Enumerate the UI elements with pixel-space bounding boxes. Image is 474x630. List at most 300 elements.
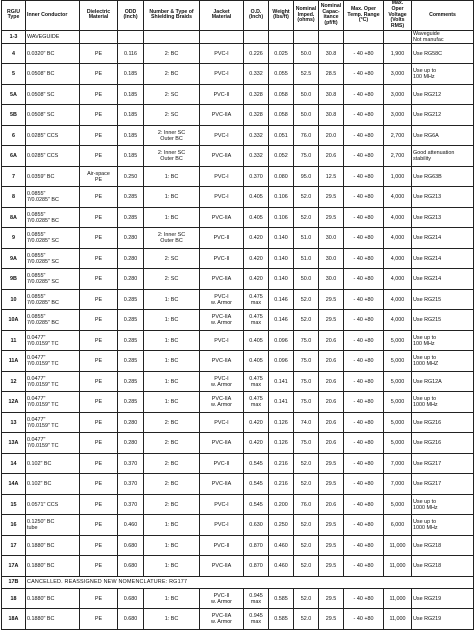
table-cell: PVC-I: [200, 187, 244, 208]
column-header: Comments: [412, 1, 474, 31]
table-cell: 5,000: [384, 351, 412, 372]
type-cell: 5: [2, 64, 26, 85]
table-cell: PE: [80, 433, 118, 454]
table-cell: - 40 +80: [344, 43, 384, 64]
table-cell: PE: [80, 474, 118, 495]
table-cell: 0.0477" 7/0.0159" TC: [26, 351, 80, 372]
table-cell: 52.0: [294, 515, 319, 536]
table-cell: 0.460: [118, 515, 144, 536]
table-cell: 52.0: [294, 289, 319, 310]
table-cell: 0.226: [244, 43, 269, 64]
table-cell: 0.545: [244, 453, 269, 474]
table-cell: 5,000: [384, 330, 412, 351]
table-cell: 2: BC: [144, 474, 200, 495]
table-cell: - 40 +80: [344, 207, 384, 228]
table-cell: 0.096: [269, 330, 294, 351]
table-cell: PE: [80, 125, 118, 146]
table-cell: Use RG219: [412, 609, 474, 630]
type-cell: 16: [2, 515, 26, 536]
table-cell: - 40 +80: [344, 556, 384, 577]
column-header: Nominal Capac- itance (pf/ft): [319, 1, 344, 31]
table-cell: 0.058: [269, 105, 294, 126]
table-cell: - 40 +80: [344, 588, 384, 609]
table-cell: - 40 +80: [344, 248, 384, 269]
table-cell: Use RG218: [412, 535, 474, 556]
table-cell: 0.285: [118, 330, 144, 351]
table-cell: 4,000: [384, 248, 412, 269]
table-cell: 0.328: [244, 105, 269, 126]
table-cell: 0.185: [118, 125, 144, 146]
table-cell: 0.420: [244, 433, 269, 454]
table-row: [2, 588, 474, 609]
table-cell: PE: [80, 371, 118, 392]
table-cell: PVC-I w. Armor: [200, 371, 244, 392]
table-cell: - 40 +80: [344, 105, 384, 126]
table-cell: PE: [80, 43, 118, 64]
table-cell: 0.0508" SC: [26, 105, 80, 126]
table-cell: Use RG216: [412, 412, 474, 433]
table-cell: PE: [80, 453, 118, 474]
table-cell: PVC-IIA: [200, 146, 244, 167]
table-cell: 1: BC: [144, 351, 200, 372]
table-cell: 30.8: [319, 43, 344, 64]
type-cell: 9: [2, 228, 26, 249]
table-cell: 1,000: [384, 166, 412, 187]
table-cell: 52.5: [294, 64, 319, 85]
table-cell: PVC-IIA: [200, 474, 244, 495]
table-cell: 3,000: [384, 105, 412, 126]
table-cell: 30.0: [319, 269, 344, 290]
table-cell: 0.405: [244, 187, 269, 208]
table-cell: 74.0: [294, 412, 319, 433]
table-row: [2, 515, 474, 536]
table-cell: PVC-IIA: [200, 207, 244, 228]
table-cell: 0.870: [244, 556, 269, 577]
table-cell: 2: Inner SC Outer BC: [144, 228, 200, 249]
table-cell: 5,000: [384, 412, 412, 433]
table-cell: 2: SC: [144, 269, 200, 290]
table-cell: 0.126: [269, 433, 294, 454]
table-cell: 0.250: [118, 166, 144, 187]
table-cell: - 40 +80: [344, 433, 384, 454]
table-cell: - 40 +80: [344, 412, 384, 433]
table-cell: 0.0359" BC: [26, 166, 80, 187]
table-cell: - 40 +80: [344, 494, 384, 515]
table-cell: Use RG213: [412, 207, 474, 228]
table-cell: 2: Inner SC Outer BC: [144, 125, 200, 146]
table-cell: 0.328: [244, 84, 269, 105]
table-cell: 0.0855" 7/0.0285" SC: [26, 228, 80, 249]
table-cell: [200, 30, 244, 43]
column-header: RG/U Type: [2, 1, 26, 31]
table-row: [2, 494, 474, 515]
table-row: [2, 310, 474, 331]
table-cell: PE: [80, 289, 118, 310]
table-cell: 0.285: [118, 289, 144, 310]
table-cell: 0.370: [118, 474, 144, 495]
table-cell: 0.055: [269, 64, 294, 85]
table-cell: 4,000: [384, 207, 412, 228]
table-cell: Use RG212: [412, 105, 474, 126]
type-cell: 6: [2, 125, 26, 146]
table-cell: 0.106: [269, 207, 294, 228]
table-cell: - 40 +80: [344, 310, 384, 331]
table-cell: 1: BC: [144, 310, 200, 331]
table-cell: 0.332: [244, 125, 269, 146]
table-cell: PVC-II w. Armor: [200, 588, 244, 609]
table-cell: 76.0: [294, 125, 319, 146]
table-cell: Use RG214: [412, 248, 474, 269]
table-cell: 50.0: [294, 43, 319, 64]
type-cell: 18A: [2, 609, 26, 630]
table-cell: 11,000: [384, 556, 412, 577]
table-row: [2, 30, 474, 43]
table-cell: 0.285: [118, 371, 144, 392]
type-cell: 11A: [2, 351, 26, 372]
table-cell: 0.0477" 7/0.0159" TC: [26, 412, 80, 433]
table-cell: Use up to 1000 MHz: [412, 515, 474, 536]
table-cell: 0.405: [244, 207, 269, 228]
table-cell: PVC-I: [200, 330, 244, 351]
type-cell: 12: [2, 371, 26, 392]
table-cell: - 40 +80: [344, 351, 384, 372]
table-body: [2, 30, 474, 629]
table-row: [2, 64, 474, 85]
column-header: Max. Oper Voltage (Volts RMS): [384, 1, 412, 31]
table-cell: 29.5: [319, 535, 344, 556]
table-cell: 0.0320" BC: [26, 43, 80, 64]
table-cell: Use RG219: [412, 588, 474, 609]
table-cell: 30.0: [319, 228, 344, 249]
type-cell: 15: [2, 494, 26, 515]
table-cell: PE: [80, 494, 118, 515]
table-cell: 0.216: [269, 453, 294, 474]
table-cell: 0.1880" BC: [26, 609, 80, 630]
table-cell: 0.332: [244, 64, 269, 85]
type-cell: 8: [2, 187, 26, 208]
table-cell: 0.475 max: [244, 392, 269, 413]
table-cell: [319, 30, 344, 43]
table-cell: 0.870: [244, 535, 269, 556]
cable-spec-table: [1, 0, 474, 630]
table-cell: Use up to 1000 MHz: [412, 392, 474, 413]
table-cell: 29.5: [319, 207, 344, 228]
table-cell: 0.0285" CCS: [26, 146, 80, 167]
table-cell: PE: [80, 609, 118, 630]
table-cell: 52.0: [294, 588, 319, 609]
table-cell: PVC-IIA: [200, 351, 244, 372]
table-cell: Use up to 1000 MHZ: [412, 351, 474, 372]
type-cell: 13: [2, 412, 26, 433]
table-cell: PVC-II: [200, 453, 244, 474]
table-row: [2, 433, 474, 454]
table-cell: 0.370: [118, 453, 144, 474]
table-cell: 0.185: [118, 105, 144, 126]
table-cell: 1: BC: [144, 515, 200, 536]
table-cell: PVC-I: [200, 494, 244, 515]
table-cell: 12.5: [319, 166, 344, 187]
table-cell: 0.420: [244, 228, 269, 249]
type-cell: 1-3: [2, 30, 26, 43]
table-cell: 11,000: [384, 588, 412, 609]
table-cell: [269, 30, 294, 43]
table-cell: 75.0: [294, 351, 319, 372]
table-row: [2, 187, 474, 208]
table-cell: 0.146: [269, 310, 294, 331]
table-cell: Use RG212: [412, 84, 474, 105]
type-cell: 18: [2, 588, 26, 609]
table-cell: 2: BC: [144, 494, 200, 515]
table-cell: PVC-II: [200, 84, 244, 105]
table-cell: 0.680: [118, 556, 144, 577]
table-cell: 52.0: [294, 474, 319, 495]
table-row: [2, 453, 474, 474]
table-cell: 0.0477" 7/0.0159" TC: [26, 330, 80, 351]
table-cell: Use RG214: [412, 228, 474, 249]
table-cell: PVC-IIA: [200, 269, 244, 290]
table-cell: PVC-IIA w. Armor: [200, 392, 244, 413]
table-cell: 0.945 max: [244, 609, 269, 630]
table-cell: 0.140: [269, 248, 294, 269]
table-row: [2, 535, 474, 556]
table-row: [2, 269, 474, 290]
table-cell: 0.285: [118, 310, 144, 331]
table-cell: 6,000: [384, 515, 412, 536]
column-header: Number & Type of Shielding Braids: [144, 1, 200, 31]
table-cell: 0.460: [269, 535, 294, 556]
table-cell: 0.405: [244, 351, 269, 372]
table-cell: 51.0: [294, 228, 319, 249]
table-cell: PE: [80, 412, 118, 433]
type-cell: 5B: [2, 105, 26, 126]
table-cell: 0.0855" 7/0.0285" BC: [26, 207, 80, 228]
table-cell: 0.630: [244, 515, 269, 536]
table-cell: PE: [80, 248, 118, 269]
table-row: [2, 371, 474, 392]
type-cell: 6A: [2, 146, 26, 167]
column-header: O.D. (Inch): [244, 1, 269, 31]
table-cell: 0.106: [269, 187, 294, 208]
table-cell: PE: [80, 515, 118, 536]
table-cell: 1: BC: [144, 535, 200, 556]
type-cell: 9B: [2, 269, 26, 290]
table-cell: 0.585: [269, 609, 294, 630]
table-cell: 0.0477" 7/0.0159" TC: [26, 371, 80, 392]
table-cell: PVC-IIA: [200, 556, 244, 577]
table-cell: Use RG6A: [412, 125, 474, 146]
table-row: [2, 556, 474, 577]
table-cell: 0.096: [269, 351, 294, 372]
table-cell: 0.475 max: [244, 371, 269, 392]
type-cell: 14A: [2, 474, 26, 495]
table-cell: 1: BC: [144, 166, 200, 187]
table-cell: - 40 +80: [344, 330, 384, 351]
table-cell: 11,000: [384, 609, 412, 630]
table-cell: 1: BC: [144, 207, 200, 228]
table-cell: 0.280: [118, 433, 144, 454]
column-header: Weight (lbs/ft): [269, 1, 294, 31]
table-cell: PVC-IIA w. Armor: [200, 310, 244, 331]
table-row: [2, 609, 474, 630]
table-cell: 0.680: [118, 588, 144, 609]
table-cell: 4,000: [384, 289, 412, 310]
table-cell: 0.370: [244, 166, 269, 187]
table-cell: 75.0: [294, 392, 319, 413]
table-cell: 2: BC: [144, 453, 200, 474]
table-cell: Use up to 100 MHz: [412, 330, 474, 351]
table-cell: 52.0: [294, 310, 319, 331]
table-cell: 0.280: [118, 248, 144, 269]
table-cell: PE: [80, 310, 118, 331]
table-cell: [344, 30, 384, 43]
table-cell: Use RG216: [412, 433, 474, 454]
table-cell: 0.285: [118, 392, 144, 413]
table-cell: PE: [80, 228, 118, 249]
table-cell: 3,000: [384, 64, 412, 85]
table-cell: 0.0508" SC: [26, 84, 80, 105]
table-cell: PVC-I: [200, 515, 244, 536]
table-cell: - 40 +80: [344, 371, 384, 392]
table-row: [2, 146, 474, 167]
table-cell: 2: BC: [144, 64, 200, 85]
table-cell: 52.0: [294, 187, 319, 208]
table-cell: 0.146: [269, 289, 294, 310]
type-cell: 13A: [2, 433, 26, 454]
table-cell: 5,000: [384, 392, 412, 413]
table-cell: 0.475 max: [244, 310, 269, 331]
table-row: [2, 412, 474, 433]
table-cell: 30.8: [319, 84, 344, 105]
table-cell: 0.280: [118, 412, 144, 433]
table-cell: 75.0: [294, 146, 319, 167]
table-cell: - 40 +80: [344, 84, 384, 105]
table-cell: PVC-I w. Armor: [200, 289, 244, 310]
table-cell: 4,000: [384, 228, 412, 249]
table-cell: 50.0: [294, 84, 319, 105]
table-cell: 0.420: [244, 269, 269, 290]
table-cell: 29.5: [319, 187, 344, 208]
table-cell: 76.0: [294, 494, 319, 515]
table-cell: 29.5: [319, 289, 344, 310]
table-cell: 20.6: [319, 330, 344, 351]
table-cell: - 40 +80: [344, 392, 384, 413]
table-cell: 3,000: [384, 84, 412, 105]
table-cell: 50.0: [294, 105, 319, 126]
table-cell: - 40 +80: [344, 474, 384, 495]
table-cell: [384, 30, 412, 43]
table-cell: 30.0: [319, 248, 344, 269]
table-cell: 0.200: [269, 494, 294, 515]
table-row: [2, 228, 474, 249]
table-cell: [118, 30, 144, 43]
table-cell: 0.585: [269, 588, 294, 609]
table-cell: 4,000: [384, 269, 412, 290]
table-cell: 0.185: [118, 146, 144, 167]
table-cell: Use RG215: [412, 310, 474, 331]
table-cell: 0.420: [244, 248, 269, 269]
table-cell: 5,000: [384, 494, 412, 515]
table-cell: 1: BC: [144, 330, 200, 351]
table-row: [2, 576, 474, 588]
table-cell: - 40 +80: [344, 125, 384, 146]
table-cell: PE: [80, 187, 118, 208]
table-cell: - 40 +80: [344, 228, 384, 249]
table-cell: - 40 +80: [344, 515, 384, 536]
table-row: [2, 248, 474, 269]
table-cell: Waveguide Not manufac: [412, 30, 474, 43]
table-cell: Use RG214: [412, 269, 474, 290]
table-cell: PE: [80, 330, 118, 351]
table-cell: Use RG63B: [412, 166, 474, 187]
table-cell: 0.0855" 7/0.0285" BC: [26, 310, 80, 331]
table-cell: 0.080: [269, 166, 294, 187]
table-cell: 0.025: [269, 43, 294, 64]
table-cell: - 40 +80: [344, 64, 384, 85]
table-cell: 75.0: [294, 330, 319, 351]
table-cell: PE: [80, 588, 118, 609]
table-cell: - 40 +80: [344, 609, 384, 630]
table-cell: 0.126: [269, 412, 294, 433]
table-row: [2, 105, 474, 126]
table-cell: 0.185: [118, 84, 144, 105]
table-cell: 0.116: [118, 43, 144, 64]
table-cell: PVC-II: [200, 535, 244, 556]
table-cell: Use up to 100 MHz: [412, 64, 474, 85]
table-cell: 0.420: [244, 412, 269, 433]
table-cell: 20.6: [319, 371, 344, 392]
column-header: ODD (Inch): [118, 1, 144, 31]
table-cell: 0.052: [269, 146, 294, 167]
table-cell: 29.5: [319, 609, 344, 630]
table-cell: 0.1880" BC: [26, 556, 80, 577]
table-cell: PE: [80, 146, 118, 167]
table-cell: Use RG217: [412, 474, 474, 495]
table-cell: 29.5: [319, 588, 344, 609]
column-header: Nominal Imped. (ohms): [294, 1, 319, 31]
table-cell: - 40 +80: [344, 269, 384, 290]
table-cell: 2: SC: [144, 84, 200, 105]
table-cell: 0.0855" 7/0.0285" SC: [26, 269, 80, 290]
table-cell: 7,000: [384, 453, 412, 474]
table-cell: 0.0477" 7/0.0159" TC: [26, 392, 80, 413]
table-row: [2, 330, 474, 351]
table-cell: Use RG215: [412, 289, 474, 310]
table-cell: 0.051: [269, 125, 294, 146]
table-cell: - 40 +80: [344, 166, 384, 187]
table-cell: 0.141: [269, 371, 294, 392]
table-cell: 0.250: [269, 515, 294, 536]
table-cell: PVC-II: [200, 228, 244, 249]
table-cell: 1: BC: [144, 588, 200, 609]
table-cell: 2,700: [384, 125, 412, 146]
table-cell: PE: [80, 207, 118, 228]
table-cell: - 40 +80: [344, 453, 384, 474]
table-cell: Use RG58C: [412, 43, 474, 64]
table-cell: 29.5: [319, 474, 344, 495]
table-cell: 0.1250" BC tube: [26, 515, 80, 536]
column-header: Jacket Material: [200, 1, 244, 31]
table-row: [2, 84, 474, 105]
type-cell: 10: [2, 289, 26, 310]
column-header: Max. Oper Temp. Range (°C): [344, 1, 384, 31]
type-cell: 4: [2, 43, 26, 64]
table-cell: 2: SC: [144, 248, 200, 269]
type-cell: 12A: [2, 392, 26, 413]
table-cell: Use RG217: [412, 453, 474, 474]
table-cell: 1: BC: [144, 609, 200, 630]
table-cell: 2: BC: [144, 43, 200, 64]
table-cell: [244, 30, 269, 43]
